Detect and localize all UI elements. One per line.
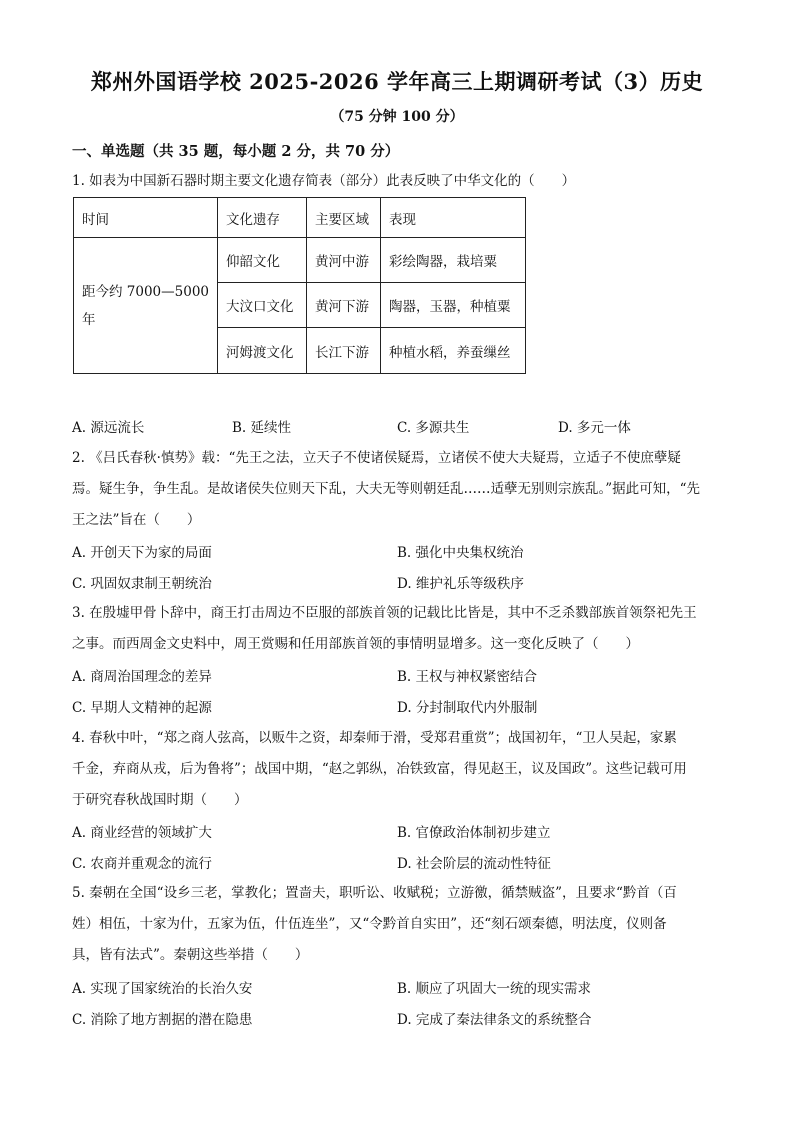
table-header-cell: 时间: [74, 198, 218, 238]
table-cell: 河姆渡文化: [218, 328, 307, 374]
q2-option-a[interactable]: A. 开创天下为家的局面: [72, 545, 212, 561]
q3-option-b[interactable]: B. 王权与神权紧密结合: [397, 669, 538, 685]
table-cell: 黄河下游: [307, 283, 381, 328]
table-cell: 种植水稻，养蚕缫丝: [381, 328, 526, 374]
table-cell: 大汶口文化: [218, 283, 307, 328]
question-4-stem: 于研究春秋战国时期（ ）: [72, 792, 248, 808]
q2-option-c[interactable]: C. 巩固奴隶制王朝统治: [72, 576, 212, 592]
table-header-row: [74, 198, 526, 238]
question-3-stem: 3. 在殷墟甲骨卜辞中，商王打击周边不臣服的部族首领的记载比比皆是，其中不乏杀戮部族首领祭祀先王: [72, 605, 697, 621]
question-3-stem: 之事。而西周金文史料中，周王赏赐和任用部族首领的事情明显增多。这一变化反映了（ ）: [72, 636, 639, 652]
table-cell: 仰韶文化: [218, 238, 307, 283]
q5-option-d[interactable]: D. 完成了秦法律条文的系统整合: [397, 1012, 592, 1028]
table-period-cell: [74, 238, 218, 374]
table-cell: 彩绘陶器，栽培粟: [381, 238, 526, 283]
table-cell: 长江下游: [307, 328, 381, 374]
question-2-stem: 王之法”旨在（ ）: [72, 512, 201, 528]
q5-option-b[interactable]: B. 顺应了巩固大一统的现实需求: [397, 981, 592, 997]
section-heading: 一、单选题（共 35 题，每小题 2 分，共 70 分）: [72, 143, 400, 160]
q1-option-c[interactable]: C. 多源共生: [397, 420, 470, 436]
question-1-stem: 1. 如表为中国新石器时期主要文化遗存简表（部分）此表反映了中华文化的（ ）: [72, 173, 576, 189]
q1-option-b[interactable]: B. 延续性: [232, 420, 292, 436]
question-5-stem: 具，皆有法式”。秦朝这些举措（ ）: [72, 947, 309, 963]
q3-option-c[interactable]: C. 早期人文精神的起源: [72, 700, 212, 716]
question-4-stem: 千金，弃商从戎，后为鲁将”；战国中期，“赵之郭纵，冶铁致富，得见赵王，议及国政”。这些记载可用: [72, 761, 687, 777]
period-text: 年: [82, 311, 96, 328]
question-2-stem: 焉。疑生争，争生乱。是故诸侯失位则天下乱，大夫无等则朝廷乱……适孽无别则宗族乱。”据此可知，“先: [72, 481, 701, 497]
culture-table: [73, 197, 526, 374]
exam-title: 郑州外国语学校 2025-2026 学年高三上期调研考试（3）历史: [90, 69, 704, 94]
question-5-stem: 姓）相伍，十家为什，五家为伍，什伍连坐”，又“令黔首自实田”，还“刻石颂秦德，明法度，仪则备: [72, 916, 667, 932]
table-header-cell: 文化遗存: [218, 198, 307, 238]
q3-option-a[interactable]: A. 商周治国理念的差异: [72, 669, 212, 685]
q1-option-a[interactable]: A. 源远流长: [72, 420, 145, 436]
q3-option-d[interactable]: D. 分封制取代内外服制: [397, 700, 538, 716]
q2-option-d[interactable]: D. 维护礼乐等级秩序: [397, 576, 524, 592]
exam-subtitle: （75 分钟 100 分）: [330, 109, 464, 125]
table-cell: 黄河中游: [307, 238, 381, 283]
q5-option-c[interactable]: C. 消除了地方割据的潜在隐患: [72, 1012, 253, 1028]
table-header-cell: 表现: [381, 198, 526, 238]
period-text: 距今约 7000—5000: [82, 283, 210, 300]
question-2-stem: 2. 《吕氏春秋·慎势》载：“先王之法，立天子不使诸侯疑焉，立诸侯不使大夫疑焉，立适子不使庶孽疑: [72, 450, 681, 466]
table-row: [74, 238, 526, 283]
q5-option-a[interactable]: A. 实现了国家统治的长治久安: [72, 981, 253, 997]
q4-option-a[interactable]: A. 商业经营的领域扩大: [72, 825, 212, 841]
q4-option-d[interactable]: D. 社会阶层的流动性特征: [397, 856, 551, 872]
q4-option-b[interactable]: B. 官僚政治体制初步建立: [397, 825, 551, 841]
q2-option-b[interactable]: B. 强化中央集权统治: [397, 545, 524, 561]
question-4-stem: 4. 春秋中叶，“郑之商人弦高，以贩牛之资，却秦师于滑，受郑君重赏”；战国初年，“卫人吴起，家累: [72, 730, 677, 746]
table-cell: 陶器，玉器，种植粟: [381, 283, 526, 328]
q4-option-c[interactable]: C. 农商并重观念的流行: [72, 856, 212, 872]
question-5-stem: 5. 秦朝在全国“设乡三老，掌教化；置啬夫，职听讼、收赋税；立游徼，循禁贼盗”，且要求“黔首（百: [72, 885, 677, 901]
q1-option-d[interactable]: D. 多元一体: [558, 420, 631, 436]
table-header-cell: 主要区域: [307, 198, 381, 238]
